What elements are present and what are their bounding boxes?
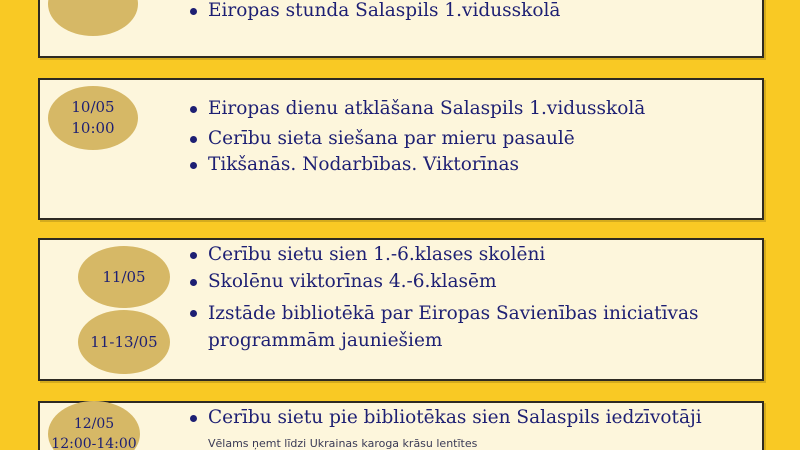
event-card-1 bbox=[38, 0, 764, 58]
event-item: Skolēnu viktorīnas 4.-6.klasēm bbox=[190, 271, 750, 293]
event-item: Cerību sieta siešana par mieru pasaulē bbox=[190, 128, 645, 150]
event-list bbox=[190, 0, 560, 22]
event-item: Cerību sietu sien 1.-6.klases skolēni bbox=[190, 244, 750, 266]
event-date: 12/05 bbox=[73, 416, 115, 432]
bullet-icon bbox=[190, 106, 197, 113]
event-date-range: 11-13/05 bbox=[90, 332, 158, 351]
bullet-icon bbox=[190, 8, 197, 15]
event-card-2 bbox=[38, 78, 764, 220]
event-item: Izstāde bibliotēkā par Eiropas Savienības iniciatīvas programmām jauniešiem bbox=[190, 300, 750, 354]
event-card-3 bbox=[38, 238, 764, 381]
bullet-icon bbox=[190, 310, 197, 317]
event-date: 11/05 bbox=[102, 267, 146, 286]
event-note: Vēlams ņemt līdzi Ukrainas karoga krāsu lentītes bbox=[208, 437, 478, 450]
date-badge bbox=[78, 246, 170, 308]
bullet-icon bbox=[190, 162, 197, 169]
event-item: Cerību sietu pie bibliotēkas sien Salaspils iedzīvotāji bbox=[190, 407, 702, 429]
event-item: Eiropas stunda Salaspils 1.vidusskolā bbox=[190, 0, 560, 22]
date-badge bbox=[48, 0, 138, 36]
date-badge bbox=[78, 310, 170, 374]
event-item: Eiropas dienu atklāšana Salaspils 1.vidusskolā bbox=[190, 98, 645, 120]
bullet-icon bbox=[190, 279, 197, 286]
date-badge bbox=[48, 86, 138, 150]
event-list bbox=[190, 244, 750, 354]
date-badge bbox=[48, 401, 140, 450]
event-time: 12:00-14:00 bbox=[51, 436, 137, 450]
event-time: 10:00 bbox=[71, 119, 115, 137]
event-card-4 bbox=[38, 401, 764, 450]
event-list bbox=[190, 98, 645, 176]
event-date: 10/05 bbox=[71, 98, 115, 116]
bullet-icon bbox=[190, 136, 197, 143]
bullet-icon bbox=[190, 252, 197, 259]
event-item: Tikšanās. Nodarbības. Viktorīnas bbox=[190, 154, 645, 176]
event-list bbox=[190, 407, 702, 429]
bullet-icon bbox=[190, 415, 197, 422]
